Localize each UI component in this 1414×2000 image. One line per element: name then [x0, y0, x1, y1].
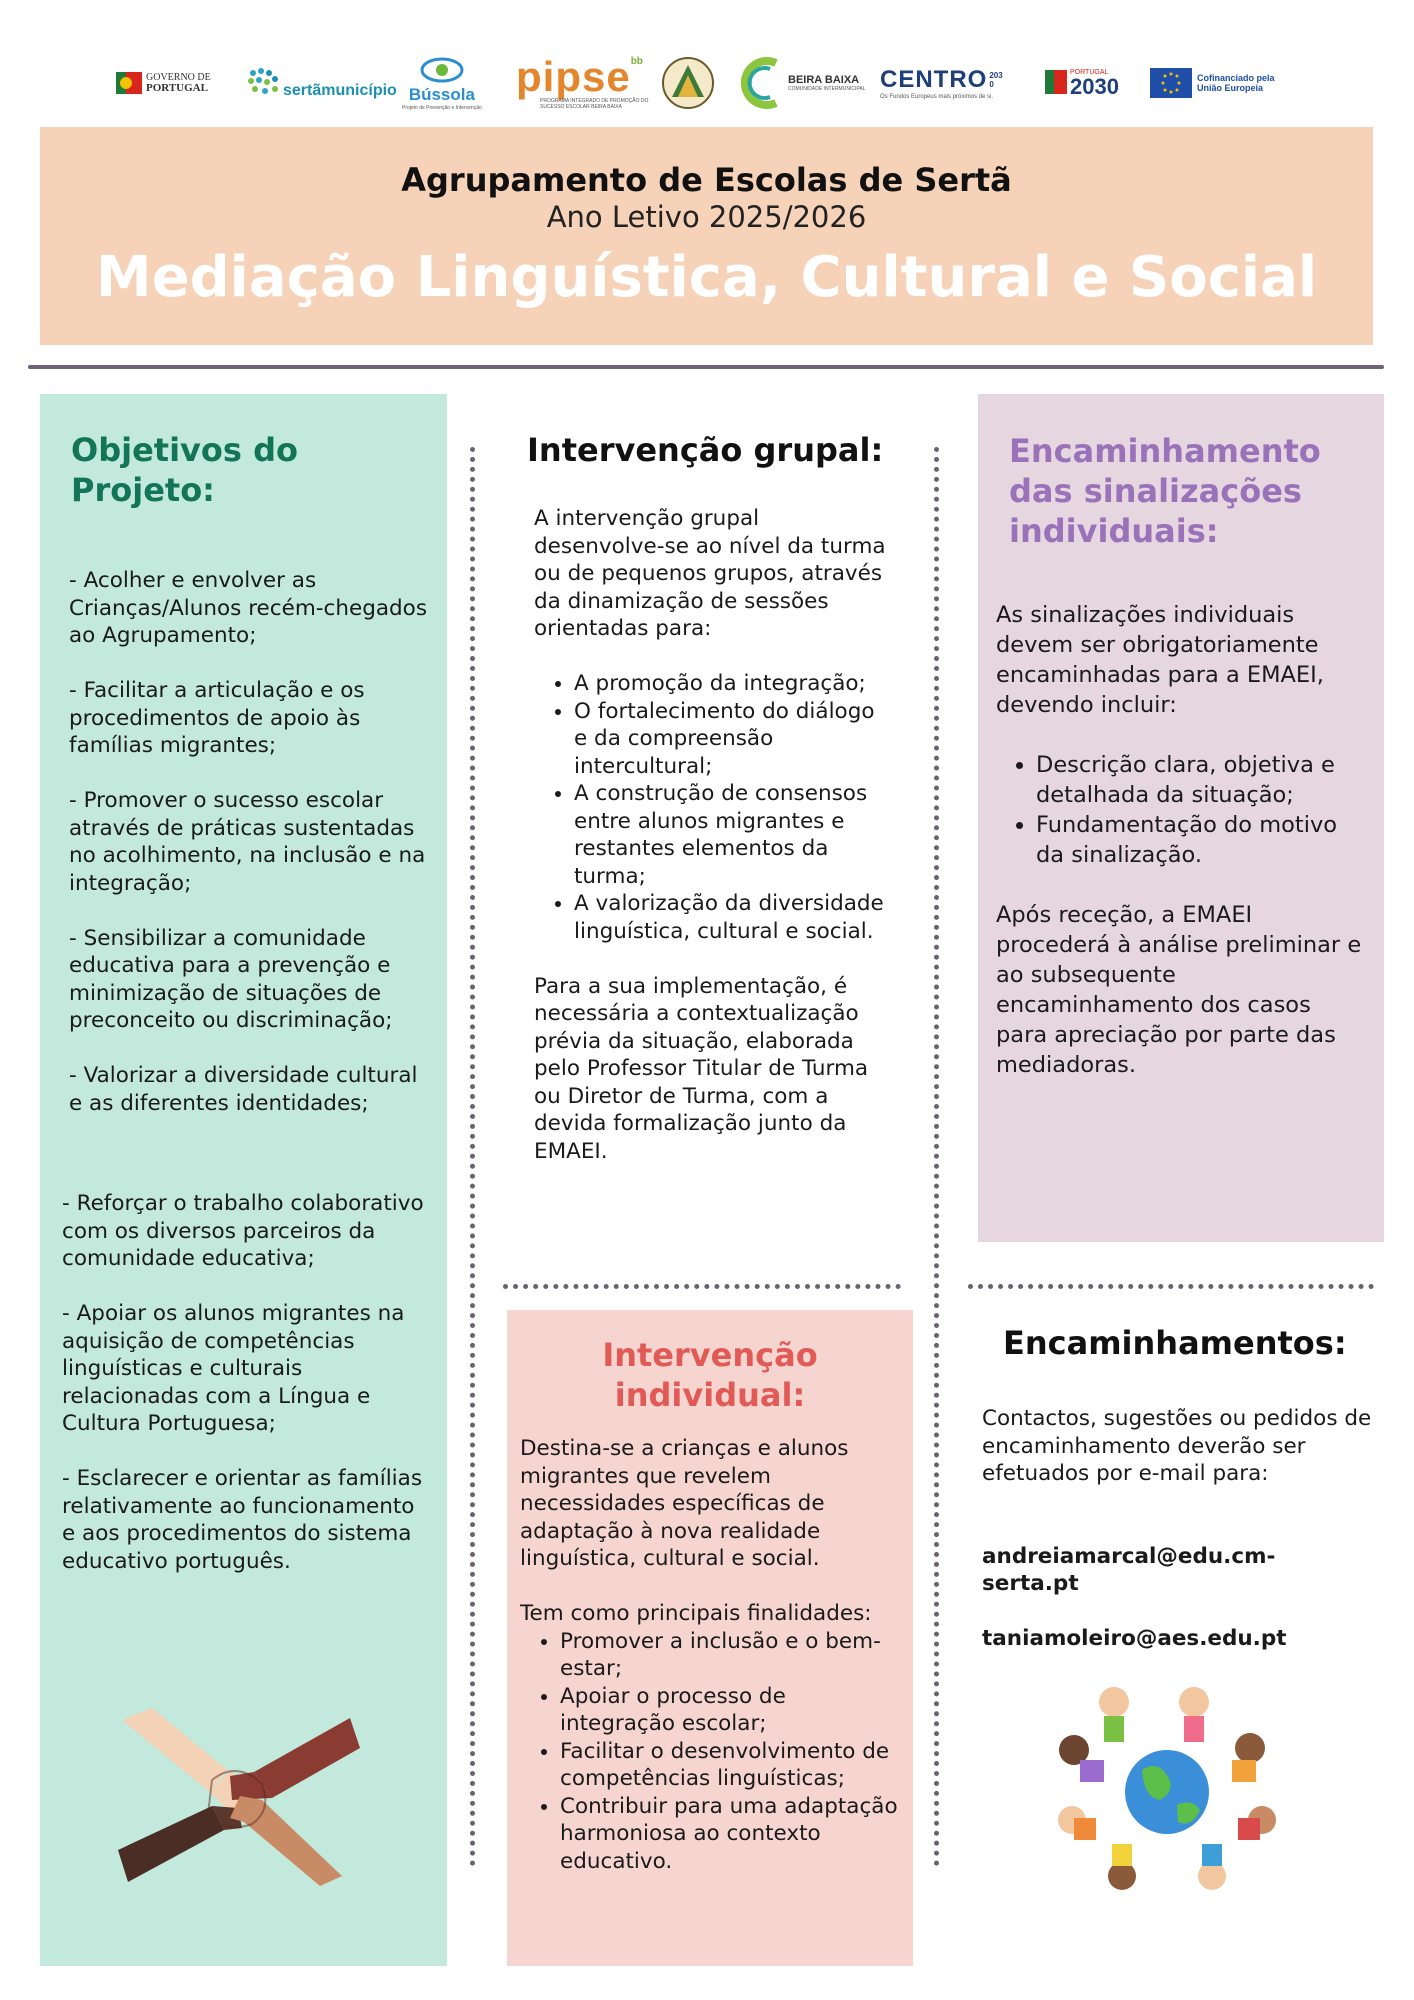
individual-lead: Tem como principais finalidades: — [520, 1601, 872, 1626]
school-emblem-logo — [660, 48, 716, 118]
individual-bullets — [520, 1628, 905, 1876]
list-item: • Fundamentação do motivo da sinalização. — [1036, 810, 1368, 870]
list-item: - Facilitar a articulação e os procedimentos de apoio às famílias migrantes; — [69, 678, 365, 758]
centro-2030-logo: CENTRO 2030 Os Fundos Europeus mais próximos de si. — [880, 66, 1003, 100]
list-item: • O fortalecimento do diálogo e da compreensão intercultural; — [574, 698, 894, 781]
encaminhamentos-title: Encaminhamentos: — [1003, 1324, 1347, 1362]
list-item: - Reforçar o trabalho colaborativo com os diversos parceiros da comunidade educativa; — [62, 1191, 424, 1271]
children-globe-illustration — [1052, 1680, 1282, 1900]
partner-logos — [110, 48, 1310, 120]
page-title: Mediação Linguística, Cultural e Social — [95, 245, 1318, 310]
individual-content — [520, 1435, 905, 1875]
list-item: • A valorização da diversidade linguística, cultural e social. — [574, 890, 894, 945]
pipse-logo: pipse bb PROGRAMA INTEGRADO DE PROMOÇÃO DO SUCESSO ESCOLAR BEIRA BAIXA — [516, 53, 649, 110]
list-item: - Esclarecer e orientar as famílias relativamente ao funcionamento e aos procedimentos do sistema educativo português. — [62, 1466, 423, 1574]
list-item: - Valorizar a diversidade cultural e as diferentes identidades; — [69, 1063, 418, 1116]
individual-intro: Destina-se a crianças e alunos migrantes que revelem necessidades específicas de adaptação à nova realidade linguística, cultural e social. — [520, 1436, 849, 1571]
header-banner — [40, 127, 1373, 345]
grupal-outro: Para a sua implementação, é necessária a contextualização prévia da situação, elaborada pelo Professor Titular de Turma ou Diretor de Turma, com a devida formalização junto da EMAEI. — [534, 973, 869, 1164]
joined-hands-illustration — [112, 1700, 362, 1890]
list-item: - Sensibilizar a comunidade educativa para a prevenção e minimização de situações de preconceito ou discriminação; — [69, 925, 393, 1033]
list-item: • Apoiar o processo de integração escolar; — [560, 1683, 905, 1738]
divider-right-horizontal — [968, 1284, 1374, 1289]
portugal-shield-icon — [116, 68, 142, 98]
sinalizacoes-title: Encaminhamento das sinalizações individuais: — [1009, 432, 1321, 550]
objetivos-list-a — [69, 567, 437, 1145]
encaminhamentos-intro: Contactos, sugestões ou pedidos de encaminhamento deverão ser efetuados por e-mail para: — [982, 1406, 1372, 1486]
grupal-title: Intervenção grupal: — [527, 431, 884, 469]
grupal-intro: A intervenção grupal desenvolve-se ao nível da turma ou de pequenos grupos, através da dinamização de sessões orientadas para: — [534, 506, 886, 641]
objetivos-title: Objetivos do Projeto: — [71, 431, 298, 509]
list-item: - Acolher e envolver as Crianças/Alunos recém-chegados ao Agrupamento; — [69, 568, 428, 648]
objetivos-list-b — [62, 1190, 432, 1603]
portugal-flag-icon — [1045, 68, 1067, 98]
list-item: - Promover o sucesso escolar através de práticas sustentadas no acolhimento, na inclusão e na integração; — [69, 788, 426, 896]
portugal-2030-logo: PORTUGAL 2030 — [1045, 48, 1119, 118]
eye-icon — [420, 55, 464, 85]
list-item: • Promover a inclusão e o bem-estar; — [560, 1628, 905, 1683]
bussola-logo: Bússola Projeto de Prevenção e Intervenção — [402, 48, 482, 118]
divider-left — [470, 447, 475, 1867]
list-item: - Apoiar os alunos migrantes na aquisição de competências linguísticas e culturais relacionadas com a Língua e Cultura Portuguesa; — [62, 1301, 405, 1436]
header-divider — [28, 365, 1384, 369]
hand-dark-red-icon — [230, 1718, 360, 1800]
beira-baixa-logo: BEIRA BAIXA COMUNIDADE INTERMUNICIPAL — [740, 48, 865, 118]
school-year: Ano Letivo 2025/2026 — [546, 200, 867, 234]
grupal-content — [534, 505, 894, 1193]
list-item: • Facilitar o desenvolvimento de competências linguísticas; — [560, 1738, 905, 1793]
sinalizacoes-outro: Após receção, a EMAEI procederá à análise preliminar e ao subsequente encaminhamento dos casos para apreciação por parte das mediadoras. — [996, 902, 1362, 1078]
grupal-bullets — [534, 670, 894, 945]
hand-brown-icon — [118, 1806, 242, 1882]
list-item: • Contribuir para uma adaptação harmoniosa ao contexto educativo. — [560, 1793, 905, 1876]
serta-municipio-logo: sertãmunicípio — [245, 48, 397, 118]
encaminhamentos-content — [982, 1405, 1372, 1652]
governo-portugal-logo: GOVERNO DE PORTUGAL — [116, 48, 211, 118]
email-link[interactable]: taniamoleiro@aes.edu.pt — [982, 1625, 1287, 1651]
sinalizacoes-bullets — [996, 750, 1368, 870]
divider-right — [934, 447, 939, 1867]
sinalizacoes-content — [996, 600, 1368, 1080]
hand-tan-icon — [230, 1796, 342, 1886]
school-name: Agrupamento de Escolas de Sertã — [401, 161, 1012, 199]
crescent-icon — [740, 55, 786, 111]
emblem-icon — [660, 55, 716, 111]
eu-cofinanced-logo: Cofinanciado pela União Europeia — [1150, 48, 1275, 118]
email-link[interactable]: andreiamarcal@edu.cm-serta.pt — [982, 1543, 1276, 1596]
list-item: • A promoção da integração; — [574, 670, 894, 698]
list-item: • A construção de consensos entre alunos migrantes e restantes elementos da turma; — [574, 780, 894, 890]
eu-flag-icon — [1150, 68, 1192, 98]
list-item: • Descrição clara, objetiva e detalhada da situação; — [1036, 750, 1368, 810]
sinalizacoes-intro: As sinalizações individuais devem ser obrigatoriamente encaminhadas para a EMAEI, devendo incluir: — [996, 602, 1324, 718]
individual-title: Intervenção individual: — [602, 1336, 818, 1414]
divider-middle-horizontal — [503, 1284, 901, 1289]
